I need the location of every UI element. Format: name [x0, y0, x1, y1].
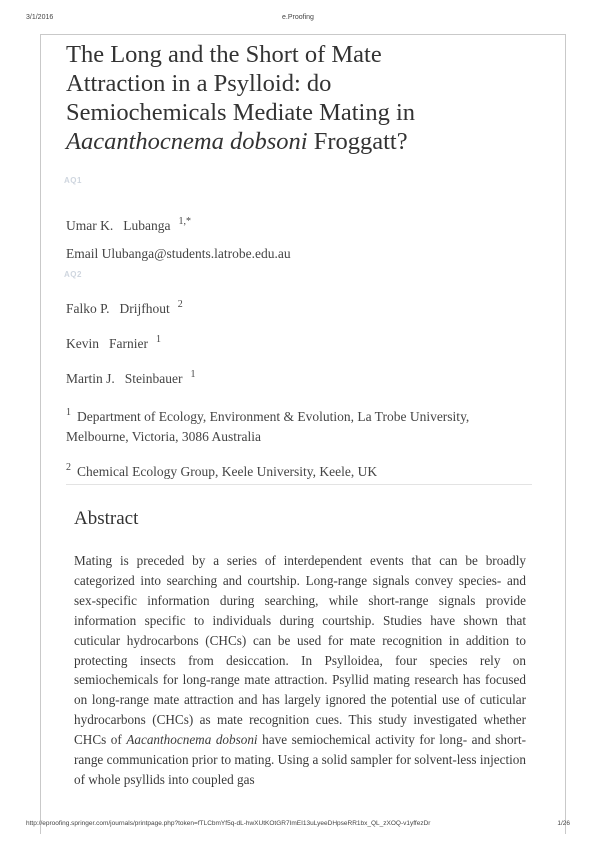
section-divider	[66, 484, 532, 485]
author-1-sup: 1,*	[178, 216, 191, 227]
article-title	[66, 40, 546, 156]
author-4	[66, 369, 195, 387]
title-species: Aacanthocnema dobsoni	[66, 128, 308, 155]
footer-url: http://eproofing.springer.com/journals/printpage.php?token=fTLCbmYf5q-dL-hwXUtKOtGR7ImEI13uLyeeDHpseRR1bx_QL_zXOQ-v1yffezDr	[26, 820, 431, 827]
author-2-given: Falko P.	[66, 301, 110, 316]
title-line-1: The Long and the Short of Mate	[66, 41, 382, 68]
author-4-sup: 1	[190, 369, 196, 380]
author-1-family: Lubanga	[123, 218, 171, 233]
author-3-family: Farnier	[109, 336, 148, 351]
affiliation-2-text: Chemical Ecology Group, Keele University, Keele, UK	[77, 464, 378, 479]
affiliation-2	[66, 458, 526, 482]
footer-page-number: 1/26	[557, 820, 570, 827]
author-4-given: Martin J.	[66, 371, 115, 386]
title-line-3: Semiochemicals Mediate Mating in	[66, 99, 416, 126]
title-line-2: Attraction in a Psylloid: do	[66, 70, 332, 97]
author-1-given: Umar K.	[66, 218, 114, 233]
author-email[interactable]: Email Ulubanga@students.latrobe.edu.au	[66, 246, 291, 261]
author-3	[66, 334, 161, 352]
affiliation-2-num: 2	[66, 462, 71, 473]
affiliation-1-num: 1	[66, 407, 71, 418]
author-2-family: Drijfhout	[119, 301, 170, 316]
author-3-sup: 1	[155, 334, 161, 345]
author-query-1-marker[interactable]: AQ1	[64, 176, 82, 185]
abstract-text-b: have semiochemical activity for long- and short-range communication prior to mating. Using a solid sampler for solvent-less injection of whole psyllids into coupled gas	[74, 732, 526, 787]
header-site-title: e.Proofing	[282, 14, 314, 21]
abstract-text-a: Mating is preceded by a series of interdependent events that can be broadly categorized into searching and courtship. Long-range signals convey species- and sex-specific information during searching, while short-range signals provide information specific to individuals during courtship. Studies have shown that cuticular hydrocarbons (CHCs) can be used for mate recognition in addition to protecting insects from desiccation. In Psylloidea, four species rely on semiochemicals for long-range mate attraction. Psyllid mating research has focused on long-range mate attraction and has largely ignored the potential use of cuticular hydrocarbons (CHCs) as mate recognition cues. This study investigated whether CHCs of	[74, 553, 526, 748]
affiliation-1-text: Department of Ecology, Environment & Evolution, La Trobe University, Melbourne, Victoria, 3086 Australia	[66, 409, 470, 444]
title-tail: Froggatt?	[313, 128, 408, 155]
abstract-body	[74, 551, 526, 790]
author-1	[66, 216, 191, 234]
abstract-species: Aacanthocnema dobsoni	[126, 732, 258, 748]
author-3-given: Kevin	[66, 336, 99, 351]
author-2	[66, 299, 183, 317]
abstract-heading: Abstract	[74, 508, 139, 529]
header-date: 3/1/2016	[26, 14, 54, 21]
author-2-sup: 2	[177, 299, 183, 310]
affiliation-1	[66, 403, 526, 447]
author-4-family: Steinbauer	[124, 371, 183, 386]
author-query-2-marker[interactable]: AQ2	[64, 270, 82, 279]
